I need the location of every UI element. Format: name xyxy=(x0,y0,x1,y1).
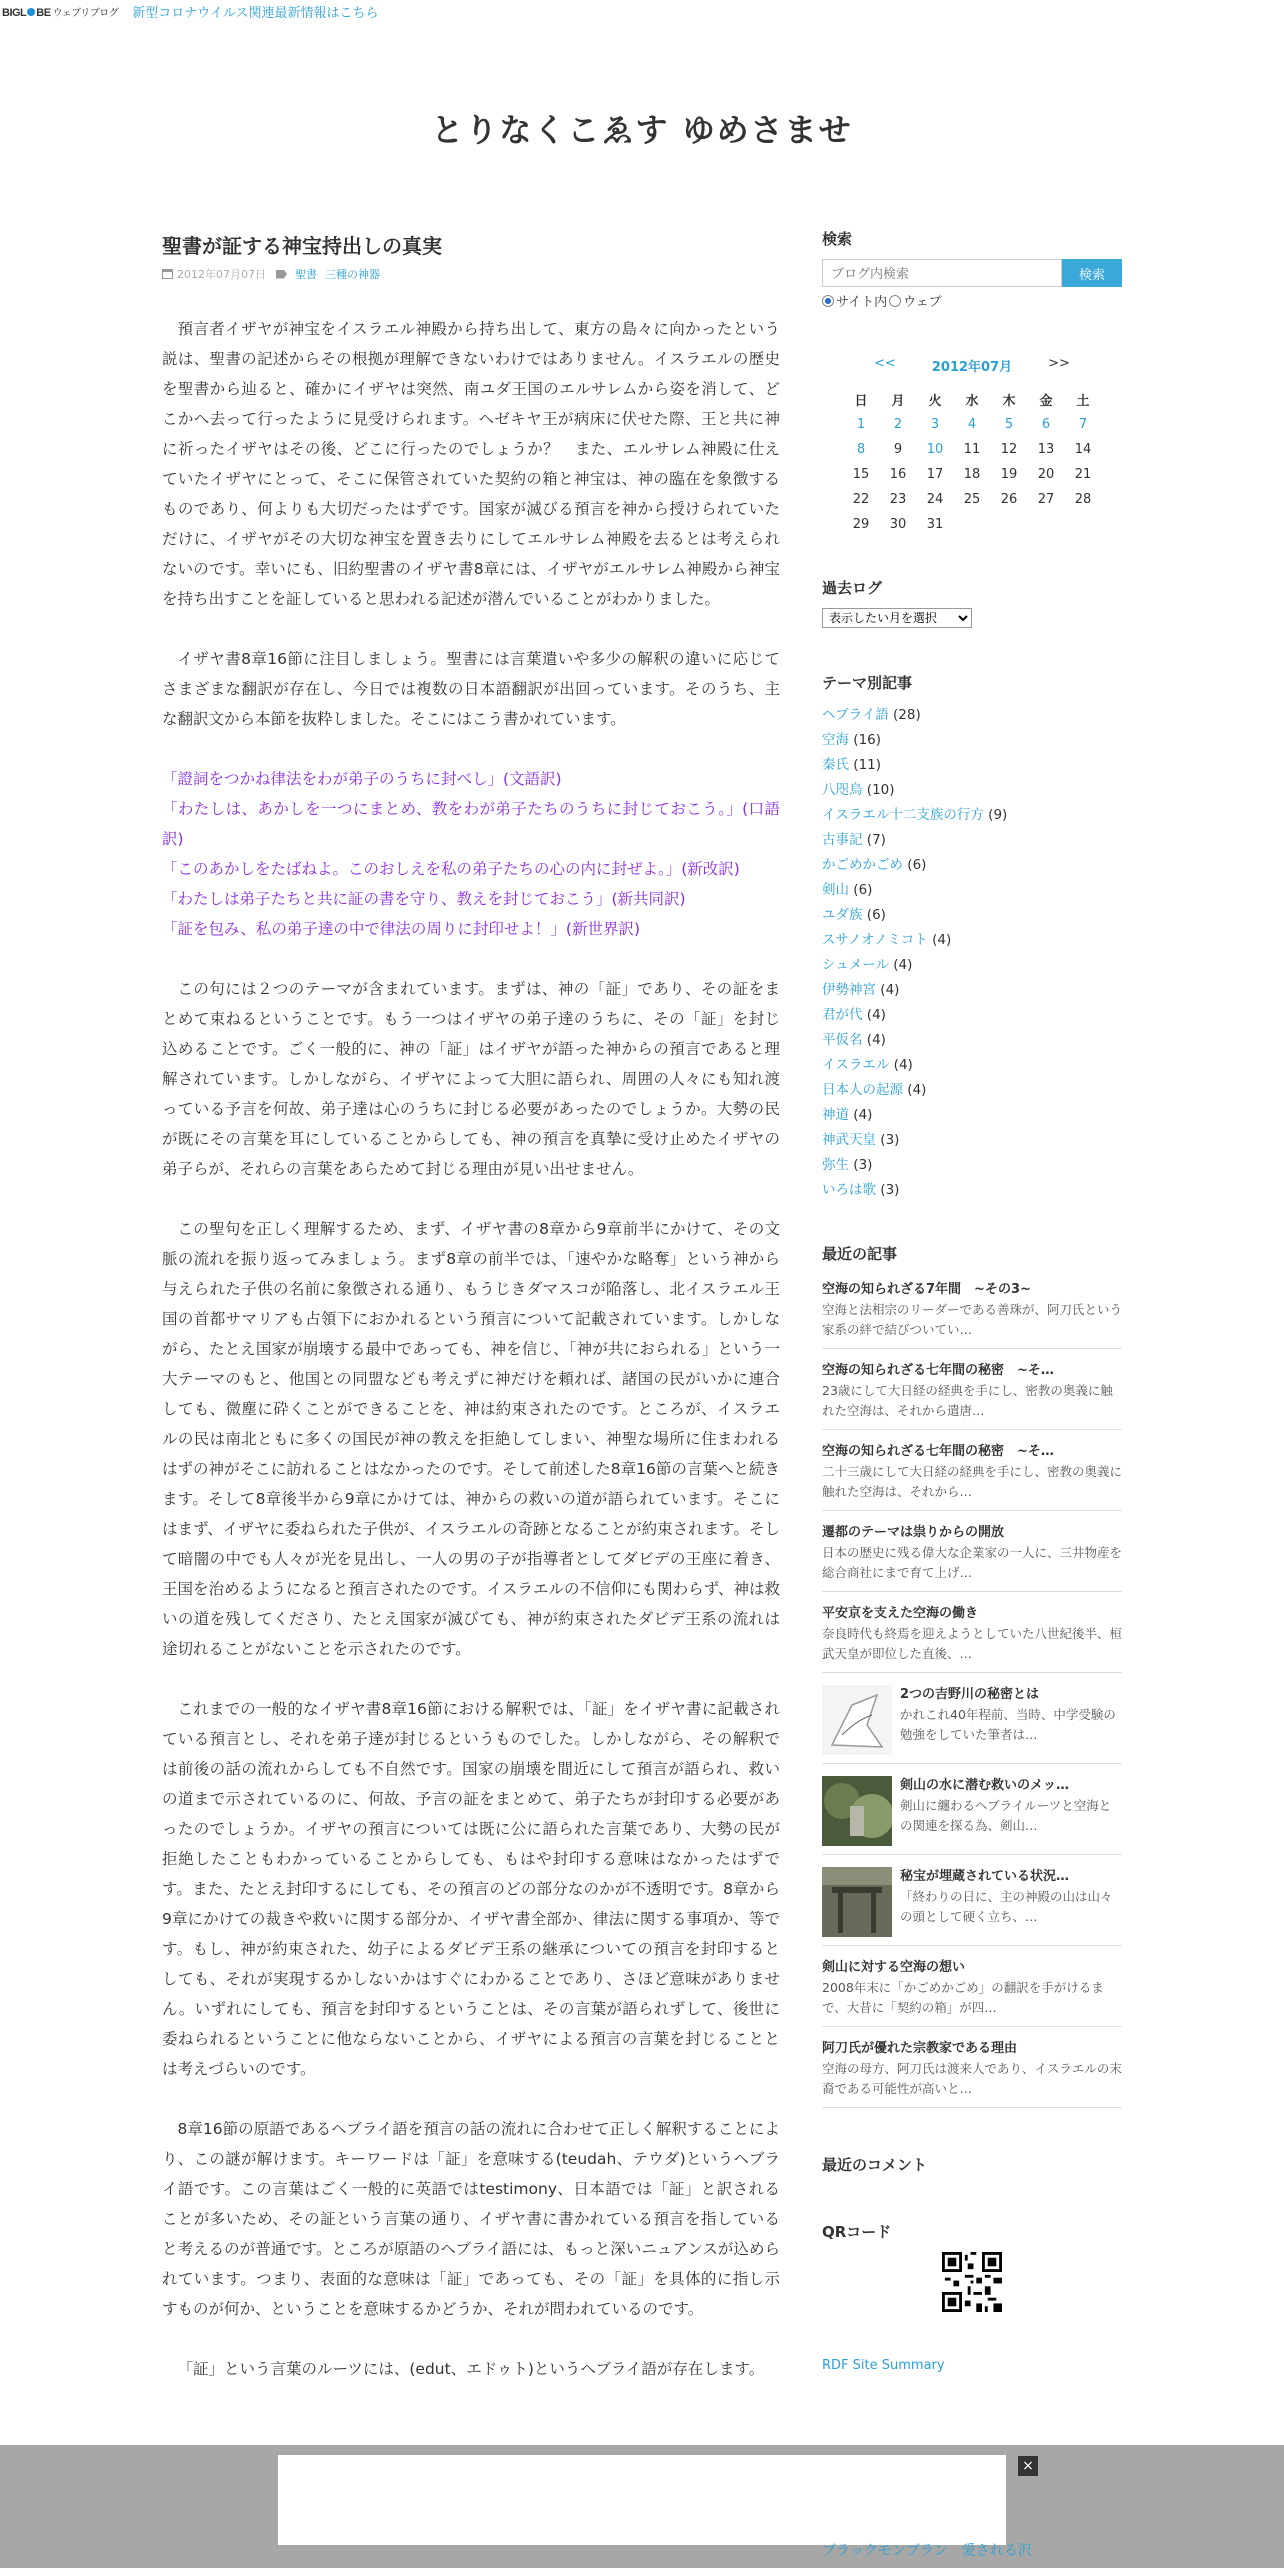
search-input[interactable] xyxy=(822,259,1062,287)
theme-count: (11) xyxy=(853,757,882,773)
theme-item xyxy=(822,728,1122,753)
theme-link[interactable]: ユダ族 xyxy=(822,907,863,923)
top-bar xyxy=(0,0,1284,22)
radio-site-label: サイト内 xyxy=(836,295,888,310)
quote-line: 「證詞をつかね律法をわが弟子のうちに封べし」(文語訳) xyxy=(162,770,562,788)
theme-count: (9) xyxy=(988,807,1008,823)
theme-item xyxy=(822,1103,1122,1128)
theme-count: (28) xyxy=(893,707,921,723)
recent-title[interactable]: 空海の知られざる7年間 ~その3~ xyxy=(822,1282,1031,1297)
theme-item xyxy=(822,1028,1122,1053)
search-scope xyxy=(822,291,1122,310)
theme-item xyxy=(822,778,1122,803)
theme-link[interactable]: 弥生 xyxy=(822,1157,849,1173)
calendar-weekday: 水 xyxy=(965,394,979,409)
calendar-day[interactable]: 10 xyxy=(926,442,944,457)
recent-title[interactable]: 遷都のテーマは祟りからの開放 xyxy=(822,1525,1005,1540)
theme-link[interactable]: 剣山 xyxy=(822,882,849,898)
post-body xyxy=(162,314,780,2384)
theme-count: (4) xyxy=(893,1057,913,1073)
post-paragraph: 「証」という言葉のルーツには、(edut、エドゥト)というヘブライ語が存在します。 xyxy=(177,2360,765,2378)
recent-title[interactable]: 阿刀氏が優れた宗教家である理由 xyxy=(822,2041,1018,2056)
calendar-icon xyxy=(162,269,173,279)
quote-line: 「わたしは弟子たちと共に証の書を守り、教えを封じておこう」(新共同訳) xyxy=(162,890,686,908)
recent-title[interactable]: 秘宝が埋蔵されている状況… xyxy=(900,1869,1070,1884)
calendar-day: 29 xyxy=(852,517,870,532)
recent-excerpt: 剣山に纏わるヘブライルーツと空海との関連を探る為、剣山… xyxy=(900,1798,1112,1833)
logo-dot-icon xyxy=(27,8,35,16)
theme-link[interactable]: 古事記 xyxy=(822,832,863,848)
post-paragraph: この聖句を正しく理解するため、まず、イザヤ書の8章から9章前半にかけて、その文脈の流れを振り返ってみましょう。まず8章の前半では、「速やかな略奪」という神から与えられた子供の名前に象徴される通り、もうじきダマスコが陥落し、北イスラエル王国の首都サマリアも占領下におかれるという預言について記載されています。しかしながら、たとえ国家が崩壊する最中であっても、神を信じ、「神が共におられる」という一大テーマのもと、他国との同盟なども考えずに神だけを頼れば、諸国の民がいかに連合しても、微塵に砕くことができることを、神は約束されたのです。ところが、イスラエルの民は南北ともに多くの国民が神の教えを拒絶してしまい、神聖な場所に住まわれるはずの神がそこに訪れることはなかったのです。そして前述した8章16節の言葉へと続きます。そして8章後半から9章にかけては、神からの救いの道が語られています。そこにはまず、イザヤに委ねられた子供が、イスラエルの奇跡となることが約束されます。そして暗闇の中でも人々が光を見出し、一人の男の子が指導者としてダビデの王座に着き、王国を治めるようになると預言されたのです。イスラエルの不信仰にも関わらず、神は救いの道を残してくださり、たとえ国家が滅びても、神が約束されたダビデ王系の流れは途切れることがないことを示されたのです。 xyxy=(162,1220,780,1658)
theme-count: (4) xyxy=(880,982,900,998)
theme-link[interactable]: 日本人の起源 xyxy=(822,1082,903,1098)
theme-item xyxy=(822,1003,1122,1028)
calendar-day: 20 xyxy=(1037,467,1055,482)
recent-title[interactable]: 2つの吉野川の秘密とは xyxy=(900,1687,1040,1702)
theme-count: (4) xyxy=(853,1107,873,1123)
theme-count: (3) xyxy=(880,1132,900,1148)
theme-link[interactable]: いろは歌 xyxy=(822,1182,876,1198)
theme-item xyxy=(822,903,1122,928)
theme-link[interactable]: かごめかごめ xyxy=(822,857,903,873)
recent-item xyxy=(822,1764,1122,1855)
post-meta xyxy=(162,266,780,282)
scripture-quotes xyxy=(162,764,780,944)
recent-item xyxy=(822,1946,1122,2027)
comments-section xyxy=(822,2154,1122,2175)
calendar-day: 18 xyxy=(963,467,981,482)
calendar-day: 14 xyxy=(1074,442,1092,457)
calendar-month[interactable]: 2012年07月 xyxy=(931,360,1013,375)
theme-list xyxy=(822,703,1122,1203)
calendar-day[interactable]: 1 xyxy=(856,417,866,432)
calendar-day: 17 xyxy=(926,467,944,482)
theme-link[interactable]: 伊勢神宮 xyxy=(822,982,876,998)
recent-title[interactable]: 剣山に対する空海の想い xyxy=(822,1960,966,1975)
quote-line: 「証を包み、私の弟子達の中で律法の周りに封印せよ！」(新世界訳) xyxy=(162,920,641,938)
recent-excerpt: 日本の歴史に残る偉大な企業家の一人に、三井物産を総合商社にまで育て上げ… xyxy=(822,1545,1123,1580)
recent-item xyxy=(822,2027,1122,2108)
recent-section xyxy=(822,1243,1122,2108)
calendar-day: 24 xyxy=(926,492,944,507)
theme-link[interactable]: 君が代 xyxy=(822,1007,863,1023)
calendar-day xyxy=(954,512,991,537)
archive-heading: 過去ログ xyxy=(822,579,883,597)
calendar-weekday: 金 xyxy=(1039,394,1053,409)
theme-count: (3) xyxy=(853,1157,873,1173)
recent-item xyxy=(822,1855,1122,1946)
calendar-day xyxy=(1065,512,1102,537)
calendar-weekday: 土 xyxy=(1076,394,1090,409)
recent-item xyxy=(822,1673,1122,1764)
theme-item xyxy=(822,703,1122,728)
recent-title[interactable]: 平安京を支えた空海の働き xyxy=(822,1606,979,1621)
mountain-water-thumbnail[interactable] xyxy=(822,1776,892,1846)
theme-link[interactable]: ヘブライ語 xyxy=(822,707,889,723)
calendar-weekday: 月 xyxy=(891,394,905,409)
calendar-day: 12 xyxy=(1000,442,1018,457)
theme-item xyxy=(822,878,1122,903)
recent-excerpt: 空海と法相宗のリーダーである善珠が、阿刀氏という家系の絆で結びついてい… xyxy=(822,1302,1123,1337)
search-heading: 検索 xyxy=(822,230,853,248)
calendar-weekday: 火 xyxy=(928,394,942,409)
theme-link[interactable]: シュメール xyxy=(822,957,889,973)
calendar-day[interactable]: 2 xyxy=(893,417,903,432)
recent-excerpt: 23歳にして大日経の経典を手にし、密教の奥義に触れた空海は、それから遣唐… xyxy=(822,1383,1113,1418)
theme-item xyxy=(822,1153,1122,1178)
recent-item xyxy=(822,1349,1122,1430)
recent-excerpt: 2008年末に「かごめかごめ」の翻訳を手がけるまで、大昔に「契約の箱」が四… xyxy=(822,1980,1104,2015)
recent-item xyxy=(822,1592,1122,1673)
quote-line: 「このあかしをたばねよ。このおしえを私の弟子たちの心の内に封ぜよ。」(新改訳) xyxy=(162,860,740,878)
radio-site[interactable] xyxy=(822,295,834,307)
qr-code xyxy=(942,2252,1002,2312)
tag-link[interactable]: 聖書 xyxy=(295,268,317,281)
theme-item xyxy=(822,953,1122,978)
calendar-day: 11 xyxy=(963,442,981,457)
calendar-day: 15 xyxy=(852,467,870,482)
theme-count: (3) xyxy=(880,1182,900,1198)
theme-link[interactable]: 平仮名 xyxy=(822,1032,863,1048)
calendar-weekday: 日 xyxy=(854,394,868,409)
calendar-day: 13 xyxy=(1037,442,1055,457)
theme-item xyxy=(822,1053,1122,1078)
theme-link[interactable]: イスラエル十二支族の行方 xyxy=(822,807,984,823)
theme-count: (16) xyxy=(853,732,882,748)
theme-item xyxy=(822,753,1122,778)
recent-title[interactable]: 剣山の水に潜む救いのメッ… xyxy=(900,1778,1070,1793)
calendar-day xyxy=(991,512,1028,537)
theme-count: (6) xyxy=(907,857,927,873)
theme-count: (6) xyxy=(853,882,873,898)
theme-count: (4) xyxy=(907,1082,927,1098)
recent-excerpt: 空海の母方、阿刀氏は渡来人であり、イスラエルの末裔である可能性が高いと… xyxy=(822,2061,1122,2096)
calendar-day: 27 xyxy=(1037,492,1055,507)
theme-item xyxy=(822,1128,1122,1153)
calendar-day: 9 xyxy=(893,442,903,457)
ad-close-button[interactable]: × xyxy=(1018,2456,1038,2476)
quote-line: 「わたしは、あかしを一つにまとめ、教をわが弟子たちのうちに封じておこう。」(口語訳) xyxy=(162,800,780,848)
theme-link[interactable]: イスラエル xyxy=(822,1057,890,1073)
post-date: 2012年07月07日 xyxy=(177,268,266,281)
biglobe-logo[interactable]: BIGL BE ウェブリブログ xyxy=(2,6,119,19)
calendar-day: 26 xyxy=(1000,492,1018,507)
calendar-day[interactable]: 3 xyxy=(930,417,940,432)
theme-item xyxy=(822,928,1122,953)
theme-count: (10) xyxy=(866,782,895,798)
qr-section xyxy=(822,2221,1122,2312)
calendar-next[interactable]: >> xyxy=(1048,356,1070,371)
calendar-day: 19 xyxy=(1000,467,1018,482)
theme-count: (4) xyxy=(866,1032,886,1048)
calendar-day: 31 xyxy=(926,517,944,532)
post-paragraph: イザヤ書8章16節に注目しましょう。聖書には言葉遣いや多少の解釈の違いに応じてさまざまな翻訳が存在し、今日では複数の日本語翻訳が出回っています。そのうち、主な翻訳文から本節を抜粋しました。そこにはこう書かれています。 xyxy=(162,650,780,728)
theme-item xyxy=(822,853,1122,878)
footer-links[interactable]: ブラックモンブラン 愛される沢 xyxy=(822,2543,1032,2559)
theme-item xyxy=(822,803,1122,828)
calendar-day: 16 xyxy=(889,467,907,482)
calendar-day[interactable]: 7 xyxy=(1078,417,1088,432)
radio-web[interactable] xyxy=(889,295,901,307)
recent-list xyxy=(822,1280,1122,2108)
theme-link[interactable]: 神武天皇 xyxy=(822,1132,876,1148)
recent-excerpt: 奈良時代も終焉を迎えようとしていた八世紀後半、桓武天皇が即位した直後、… xyxy=(822,1626,1123,1661)
theme-link[interactable]: 空海 xyxy=(822,732,849,748)
archive-section xyxy=(822,577,1122,628)
comments-heading: 最近のコメント xyxy=(822,2156,928,2174)
calendar-day[interactable]: 4 xyxy=(967,417,977,432)
theme-link[interactable]: 秦氏 xyxy=(822,757,849,773)
archive-select[interactable] xyxy=(822,608,972,628)
ad-banner[interactable] xyxy=(278,2455,1006,2545)
tag-link[interactable]: 三種の神器 xyxy=(325,268,380,281)
theme-link[interactable]: スサノオノミコト xyxy=(822,932,928,948)
calendar-day: 28 xyxy=(1074,492,1092,507)
river-map-thumbnail[interactable] xyxy=(822,1685,892,1755)
calendar-day[interactable]: 5 xyxy=(1004,417,1014,432)
post-paragraph: この句には２つのテーマが含まれています。まずは、神の「証」であり、その証をまとめて束ねるということです。もう一つはイザヤの弟子達のうちに、その「証」を封じ込めることです。ごく一般的に、神の「証」はイザヤが語った神からの預言であると理解されています。しかしながら、イザヤによって大胆に語られ、周囲の人々にも知れ渡っている予言を何故、弟子達は心のうちに封じる必要があったのでしょうか。大勢の民が既にその言葉を耳にしていることからしても、神の預言を真摯に受け止めたイザヤの弟子らが、それらの言葉をあらためて封じる理由が見い出せません。 xyxy=(162,980,780,1178)
theme-count: (4) xyxy=(866,1007,886,1023)
calendar-day: 30 xyxy=(889,517,907,532)
recent-excerpt: 「終わりの日に、主の神殿の山は山々の頭として硬く立ち、… xyxy=(900,1889,1113,1924)
theme-heading: テーマ別記事 xyxy=(822,674,913,692)
calendar-day[interactable]: 8 xyxy=(856,442,866,457)
radio-web-label: ウェブ xyxy=(903,295,942,310)
recent-title[interactable]: 空海の知られざる七年間の秘密 ~そ… xyxy=(822,1444,1054,1459)
calendar-day: 21 xyxy=(1074,467,1092,482)
calendar-day xyxy=(1028,512,1065,537)
theme-count: (4) xyxy=(932,932,952,948)
calendar-prev[interactable]: << xyxy=(874,356,896,371)
theme-link[interactable]: 八咫烏 xyxy=(822,782,863,798)
theme-item xyxy=(822,1178,1122,1203)
theme-item xyxy=(822,828,1122,853)
recent-excerpt: かれこれ40年程前、当時、中学受験の勉強をしていた筆者は… xyxy=(900,1707,1116,1742)
post-paragraph: 預言者イザヤが神宝をイスラエル神殿から持ち出して、東方の島々に向かったという説は、聖書の記述からその根拠が理解できないわけではありません。イスラエルの歴史を聖書から辿ると、確かにイザヤは突然、南ユダ王国のエルサレムから姿を消して、どこかへ去って行ったように見受けられます。ヘゼキヤ王が病床に伏せた際、王と共に神に祈ったイザヤはその後、どこに行ったのでしょうか？ また、エルサレム神殿に仕えていたイザヤにとって、そこに保管されていた契約の箱と神宝は、神の臨在を象徴するものであり、何よりも大切だったはずです。国家が滅びる預言を神から授けられていただけに、イザヤがその大切な神宝を置き去りにしてエルサレム神殿を去るとは考えられないのです。幸いにも、旧約聖書のイザヤ書8章には、イザヤがエルサレム神殿から神宝を持ち出すことを証していると思われる記述が潜んでいることがわかりました。 xyxy=(162,320,780,608)
theme-count: (7) xyxy=(866,832,886,848)
calendar-day: 23 xyxy=(889,492,907,507)
tag-icon xyxy=(276,270,287,279)
recent-title[interactable]: 空海の知られざる七年間の秘密 ~そ… xyxy=(822,1363,1054,1378)
theme-item xyxy=(822,1078,1122,1103)
calendar-day: 22 xyxy=(852,492,870,507)
calendar-day[interactable]: 6 xyxy=(1041,417,1051,432)
site-title[interactable]: とりなくこゑす ゆめさませ xyxy=(431,111,853,149)
recent-item xyxy=(822,1511,1122,1592)
search-button[interactable]: 検索 xyxy=(1062,259,1122,287)
sidebar xyxy=(822,228,1122,2373)
qr-heading: QRコード xyxy=(822,2223,892,2241)
calendar-table xyxy=(843,387,1102,537)
calendar xyxy=(822,356,1122,537)
calendar-weekday: 木 xyxy=(1002,394,1016,409)
theme-link[interactable]: 神道 xyxy=(822,1107,849,1123)
shrine-thumbnail[interactable] xyxy=(822,1867,892,1937)
theme-count: (6) xyxy=(866,907,886,923)
rdf-link[interactable]: RDF Site Summary xyxy=(822,2358,945,2373)
post-paragraph: 8章16節の原語であるヘブライ語を預言の話の流れに合わせて正しく解釈することにより、この謎が解けます。キーワードは「証」を意味する(teudah、テウダ)というヘブライ語です。この言葉はごく一般的に英語ではtestimony、日本語では「証」と訳されることが多いため、その証という言葉の通り、イザヤ書に書かれている預言を指していると考えるのが普通です。ところが原語のヘブライ語には、もっと深いニュアンスが込められています。つまり、表面的な意味は「証」であっても、その「証」を具体的に指し示すものが何か、ということを意味するかどうか、それが問われているのです。 xyxy=(162,2120,780,2318)
search-form xyxy=(822,259,1122,287)
covid-news-link[interactable]: 新型コロナウイルス関連最新情報はこちら xyxy=(132,5,379,21)
theme-item xyxy=(822,978,1122,1003)
recent-excerpt: 二十三歳にして大日経の経典を手にし、密教の奥義に触れた空海は、それから… xyxy=(822,1464,1123,1499)
theme-section xyxy=(822,672,1122,1203)
post-paragraph: これまでの一般的なイザヤ書8章16節における解釈では、「証」をイザヤ書に記載されている預言とし、それを弟子達が封じるというものでした。しかしながら、その解釈では前後の話の流れからしても不自然です。国家の崩壊を間近にして預言が語られ、救いの道まで示されているのに、何故、予言の証をまとめて、弟子たちが封印する必要があったのでしょうか。イザヤの預言については既に公に語られた言葉であり、大勢の民が拒絶したこともわかっていることからしても、もはや封印する意味はなかったはずです。また、たとえ封印するにしても、その預言のどの部分なのかが不透明です。8章から9章にかけての裁きや救いに関する部分か、イザヤ書全部か、律法に関する事項か、等です。もし、神が約束された、幼子によるダビデ王系の継承についての預言を封印するとしても、それが実現するかしないかはすぐにわかることであり、さほど意味がありません。いずれにしても、預言を封印するということは、その言葉が語られずして、後世に委ねられるということに他ならないことから、イザヤによる預言の言葉を封じることとは考えづらいのです。 xyxy=(162,1700,780,2078)
recent-item xyxy=(822,1430,1122,1511)
main-article xyxy=(162,228,780,2414)
calendar-day: 25 xyxy=(963,492,981,507)
theme-count: (4) xyxy=(893,957,913,973)
recent-item xyxy=(822,1280,1122,1349)
post-title[interactable]: 聖書が証する神宝持出しの真実 xyxy=(162,234,442,258)
recent-heading: 最近の記事 xyxy=(822,1245,898,1263)
